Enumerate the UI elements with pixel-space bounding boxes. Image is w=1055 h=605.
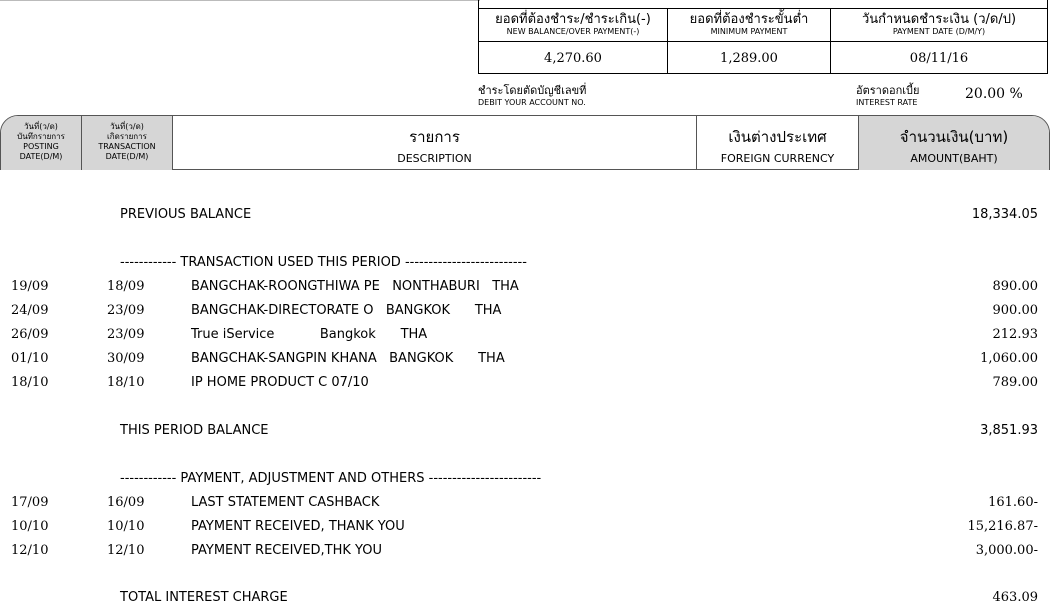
transaction-amount: 212.93 <box>992 327 1038 342</box>
foreign-currency-header <box>697 116 858 170</box>
transaction-row <box>0 303 1055 323</box>
interest-rate-label-th: อัตราดอกเบี้ย <box>856 84 920 97</box>
new-balance-column <box>479 8 668 73</box>
transaction-row <box>0 279 1055 299</box>
transaction-amount: 789.00 <box>992 375 1038 390</box>
payment-summary-box <box>478 0 1048 74</box>
interest-rate-value: 20.00 % <box>965 86 1023 102</box>
payment-row <box>0 495 1055 515</box>
transaction-date-header-en: TRANSACTION DATE(D/M) <box>98 142 156 161</box>
posting-date-header <box>1 116 81 170</box>
posting-date: 26/09 <box>11 327 49 342</box>
transaction-date: 18/09 <box>107 279 145 294</box>
posting-date-header-th: วันที่(ว/ด) บันทึกรายการ <box>17 122 65 141</box>
payment-amount: 15,216.87- <box>967 519 1038 534</box>
posting-date-header-en: POSTING DATE(D/M) <box>19 142 63 161</box>
minimum-payment-label-th: ยอดที่ต้องชำระขั้นต่ำ <box>689 12 809 27</box>
payment-amount: 3,000.00- <box>975 543 1038 558</box>
posting-date: 10/10 <box>11 519 49 534</box>
transaction-description: IP HOME PRODUCT C 07/10 <box>191 375 369 390</box>
transaction-description: BANGCHAK-SANGPIN KHANA BANGKOK THA <box>191 351 505 366</box>
description-header <box>173 116 696 170</box>
transactions-section-header: ------------ TRANSACTION USED THIS PERIOD -------------------------- <box>120 255 527 270</box>
posting-date: 18/10 <box>11 375 49 390</box>
transaction-row <box>0 351 1055 371</box>
minimum-payment-value: 1,289.00 <box>720 51 778 66</box>
previous-balance-label: PREVIOUS BALANCE <box>120 207 252 222</box>
transaction-date: 30/09 <box>107 351 145 366</box>
payment-date-label-en: PAYMENT DATE (D/M/Y) <box>892 27 986 36</box>
top-rule <box>0 0 480 1</box>
payment-amount: 161.60- <box>988 495 1038 510</box>
total-interest-amount: 463.09 <box>992 590 1038 605</box>
transaction-date: 23/09 <box>107 327 145 342</box>
interest-rate-label-en: INTEREST RATE <box>856 98 918 107</box>
transaction-amount: 900.00 <box>992 303 1038 318</box>
payment-date-value: 08/11/16 <box>909 51 969 66</box>
payment-description: PAYMENT RECEIVED,THK YOU <box>191 543 383 558</box>
period-balance-amount: 3,851.93 <box>980 423 1038 438</box>
description-header-th: รายการ <box>409 128 460 146</box>
debit-account-label-th: ชำระโดยตัดบัญชีเลขที่ <box>478 84 587 97</box>
payment-row <box>0 543 1055 563</box>
transaction-date: 18/10 <box>107 375 145 390</box>
transaction-description: BANGCHAK-DIRECTORATE O BANGKOK THA <box>191 303 502 318</box>
payments-section-header: ------------ PAYMENT, ADJUSTMENT AND OTHERS ------------------------ <box>120 471 542 486</box>
minimum-payment-label-en: MINIMUM PAYMENT <box>710 27 788 36</box>
payment-date-column <box>831 8 1047 73</box>
transaction-description: True iService Bangkok THA <box>191 327 428 342</box>
payment-description: PAYMENT RECEIVED, THANK YOU <box>191 519 405 534</box>
transaction-row <box>0 375 1055 395</box>
amount-header-en: AMOUNT(BAHT) <box>910 152 998 165</box>
transaction-date-header-th: วันที่(ว/ด) เกิดรายการ <box>107 122 147 141</box>
transaction-description: BANGCHAK-ROONGTHIWA PE NONTHABURI THA <box>191 279 519 294</box>
foreign-currency-header-en: FOREIGN CURRENCY <box>720 152 835 165</box>
transaction-date: 23/09 <box>107 303 145 318</box>
payment-description: LAST STATEMENT CASHBACK <box>191 495 380 510</box>
amount-header <box>859 116 1049 170</box>
new-balance-label-th: ยอดที่ต้องชำระ/ชำระเกิน(-) <box>495 12 651 27</box>
posting-date: 19/09 <box>11 279 49 294</box>
foreign-currency-header-th: เงินต่างประเทศ <box>728 128 827 146</box>
transaction-amount: 1,060.00 <box>980 351 1038 366</box>
posting-date: 12/10 <box>11 543 49 558</box>
transaction-row <box>0 327 1055 347</box>
period-balance-label: THIS PERIOD BALANCE <box>120 423 269 438</box>
minimum-payment-column <box>668 8 831 73</box>
posting-date: 17/09 <box>11 495 49 510</box>
total-interest-label: TOTAL INTEREST CHARGE <box>120 590 288 605</box>
transaction-amount: 890.00 <box>992 279 1038 294</box>
posting-date: 01/10 <box>11 351 49 366</box>
transaction-date: 10/10 <box>107 519 145 534</box>
new-balance-value: 4,270.60 <box>544 51 602 66</box>
transaction-date: 12/10 <box>107 543 145 558</box>
transaction-date-header <box>82 116 172 170</box>
previous-balance-amount: 18,334.05 <box>971 207 1038 222</box>
new-balance-label-en: NEW BALANCE/OVER PAYMENT(-) <box>506 27 640 36</box>
statement-table-header <box>0 115 1052 171</box>
posting-date: 24/09 <box>11 303 49 318</box>
payment-date-label-th: วันกำหนดชำระเงิน (ว/ด/ป) <box>861 12 1017 27</box>
payment-row <box>0 519 1055 539</box>
description-header-en: DESCRIPTION <box>397 152 472 165</box>
debit-account-label-en: DEBIT YOUR ACCOUNT NO. <box>478 98 586 107</box>
transaction-date: 16/09 <box>107 495 145 510</box>
amount-header-th: จำนวนเงิน(บาท) <box>899 128 1009 146</box>
